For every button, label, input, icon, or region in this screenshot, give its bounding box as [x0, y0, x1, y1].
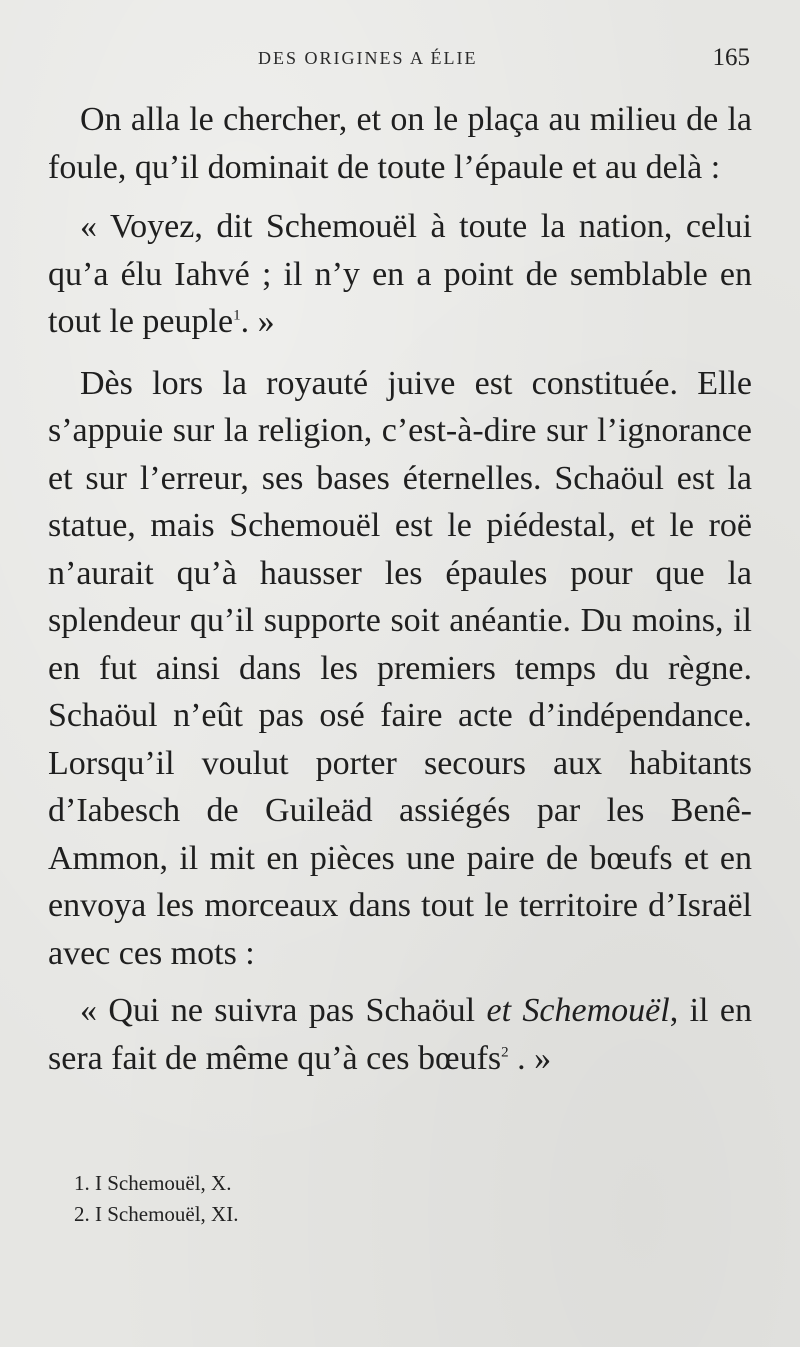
paragraph-2-quote — [48, 203, 752, 346]
footnote-1: 1. I Schemouël, X. — [74, 1171, 232, 1195]
footnotes — [74, 1168, 238, 1230]
quote-1-text: « Voyez, dit Schemouël à toute la nation, celui qu’a élu Iahvé ; il n’y en a point de semblable en tout le peuple — [48, 208, 752, 340]
paragraph-3: Dès lors la royauté juive est constituée. Elle s’appuie sur la religion, c’est-à-dire sur l’ignorance et sur l’erreur, ses bases éternelles. Schaöul est la statue, mais Schemouël est le piédestal, et le roë n’aurait qu’à hausser les épaules pour que la splendeur qu’il supporte soit anéantie. Du moins, il en fut ainsi dans les premiers temps du règne. Schaöul n’eût pas osé faire acte d’indépendance. Lorsqu’il voulut porter secours aux habitants d’Iabesch de Guileäd assiégés par les Benê-Ammon, il mit en pièces une paire de bœufs et en envoya les morceaux dans tout le territoire d’Israël avec ces mots : — [48, 364, 752, 972]
page-number: 165 — [712, 44, 750, 71]
paragraph-1: On alla le chercher, et on le plaça au milieu de la foule, qu’il dominait de toute l’épaule et au delà : — [48, 101, 752, 186]
quote-2-start: « Qui ne suivra pas Schaöul — [80, 992, 487, 1029]
page-header — [0, 44, 800, 76]
footnote-ref-2: 2 — [501, 1044, 509, 1061]
quote-2-italic: et Schemouël — [486, 992, 670, 1029]
footnote-2: 2. I Schemouël, XI. — [74, 1202, 239, 1226]
running-title: DES ORIGINES A ÉLIE — [258, 48, 478, 68]
quote-2-mid: , il en sera fait de même qu’à ces bœufs — [48, 992, 752, 1077]
paragraph-4-quote — [48, 987, 752, 1082]
quote-1-end: . » — [240, 303, 275, 340]
body-text — [48, 96, 752, 1082]
footnote-ref-1: 1 — [233, 307, 241, 324]
quote-2-end: . » — [508, 1039, 552, 1077]
